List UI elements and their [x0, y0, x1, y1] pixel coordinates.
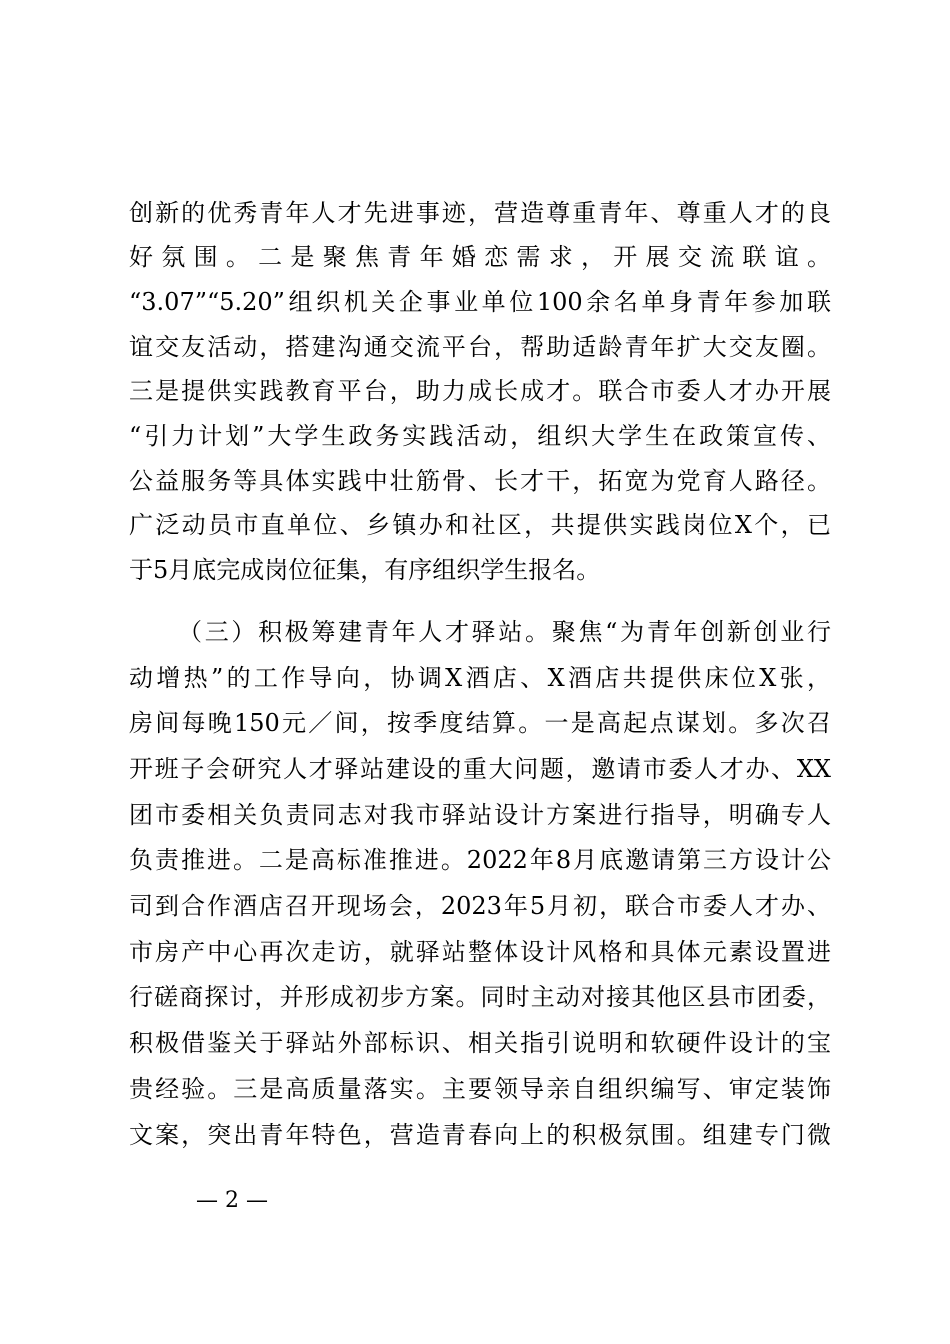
text-line: 团市委相关负责同志对我市驿站设计方案进行指导，明确专人 [129, 801, 831, 829]
text-line: 司到合作酒店召开现场会，2023年5月初，联合市委人才办、 [129, 892, 831, 920]
text-line: 公益服务等具体实践中壮筋骨、长才干，拓宽为党育人路径。 [129, 467, 831, 495]
text-line: 谊交友活动，搭建沟通交流平台，帮助适龄青年扩大交友圈。 [129, 333, 831, 361]
text-line: 负责推进。二是高标准推进。2022年8月底邀请第三方设计公 [129, 846, 831, 874]
text-line: 三是提供实践教育平台，助力成长成才。联合市委人才办开展 [129, 377, 831, 405]
text-line: 市房产中心再次走访，就驿站整体设计风格和具体元素设置进 [129, 938, 831, 966]
text-line: 行磋商探讨，并形成初步方案。同时主动对接其他区县市团委， [129, 983, 831, 1011]
text-line: 积极借鉴关于驿站外部标识、相关指引说明和软硬件设计的宝 [129, 1029, 831, 1057]
section-heading-line: （三）积极筹建青年人才驿站。聚焦“为青年创新创业行 [178, 618, 831, 646]
text-line: 房间每晚150元／间，按季度结算。一是高起点谋划。多次召 [129, 709, 831, 737]
text-line: 贵经验。三是高质量落实。主要领导亲自组织编写、审定装饰 [129, 1075, 831, 1103]
text-line: 广泛动员市直单位、乡镇办和社区，共提供实践岗位X个，已 [129, 511, 831, 539]
text-line: 动增热”的工作导向，协调X酒店、X酒店共提供床位X张， [129, 664, 831, 692]
text-line: 好氛围。二是聚焦青年婚恋需求，开展交流联谊。 [129, 243, 831, 271]
text-line: “引力计划”大学生政务实践活动，组织大学生在政策宣传、 [129, 422, 831, 450]
text-line: 文案，突出青年特色，营造青春向上的积极氛围。组建专门微 [129, 1121, 831, 1149]
page-number: — 2 — [196, 1188, 268, 1213]
text-line: 创新的优秀青年人才先进事迹，营造尊重青年、尊重人才的良 [129, 199, 831, 227]
text-line: “3.07”“5.20”组织机关企事业单位100余名单身青年参加联 [129, 288, 831, 316]
text-line: 于5月底完成岗位征集，有序组织学生报名。 [129, 556, 601, 584]
text-line: 开班子会研究人才驿站建设的重大问题，邀请市委人才办、XX [129, 755, 831, 783]
